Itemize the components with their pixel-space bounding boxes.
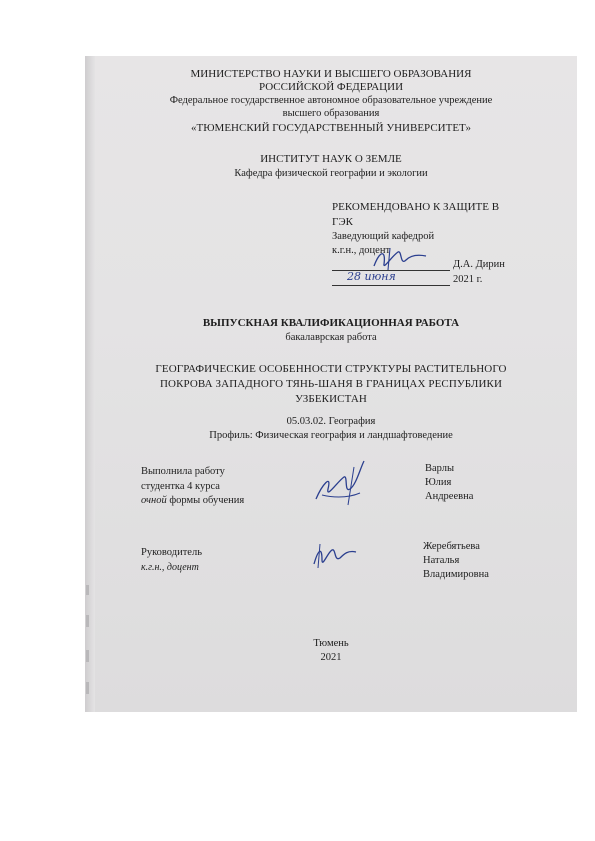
thesis-title-line-3: УЗБЕКИСТАН [295,393,367,405]
handwritten-date: 28 июня [347,270,396,283]
university-name: «ТЮМЕНСКИЙ ГОСУДАРСТВЕННЫЙ УНИВЕРСИТЕТ» [191,122,471,134]
binder-mark [86,615,89,627]
author-surname: Варлы [425,463,455,474]
author-label-line-2: студентка 4 курса [141,481,220,492]
supervisor-surname: Жеребятьева [423,541,480,552]
program-profile: Профиль: Физическая география и ландшафтоведение [209,430,453,441]
head-of-department-degree: к.г.н., доцент [332,245,391,256]
supervisor-degree: к.г.н., доцент [141,562,199,573]
author-signature [310,459,370,509]
supervisor-first-name: Наталья [423,555,460,566]
binder-mark [86,650,89,662]
author-first-name: Юлия [425,477,452,488]
author-label-line-3 [141,495,244,506]
institution-type-line-2: высшего образования [282,108,380,119]
author-label-line-1: Выполнила работу [141,466,225,477]
program-code: 05.03.02. География [286,416,376,427]
thesis-level: бакалаврская работа [285,332,377,343]
supervisor-signature [310,542,360,572]
department-name: Кафедра физической географии и экологии [234,168,428,179]
head-of-department-name: Д.А. Дирин [453,259,505,270]
author-patronymic: Андреевна [425,491,474,502]
approval-recommended-line-2: ГЭК [332,216,353,228]
binder-mark [86,682,89,694]
footer-year: 2021 [320,652,342,663]
supervisor-label: Руководитель [141,547,202,558]
binder-mark [86,585,89,595]
institute-name: ИНСТИТУТ НАУК О ЗЕМЛЕ [260,153,402,165]
study-form: очной [141,495,167,506]
title-page-photo [85,56,577,712]
institution-type-line-1: Федеральное государственное автономное образовательное учреждение [169,95,493,106]
thesis-title-line-1: ГЕОГРАФИЧЕСКИЕ ОСОБЕННОСТИ СТРУКТУРЫ РАСТИТЕЛЬНОГО [155,363,507,375]
thesis-type: ВЫПУСКНАЯ КВАЛИФИКАЦИОННАЯ РАБОТА [202,317,460,329]
head-of-department-title: Заведующий кафедрой [332,231,435,242]
approval-recommended-line-1: РЕКОМЕНДОВАНО К ЗАЩИТЕ В [332,201,500,213]
study-form-rest: формы обучения [166,495,245,506]
thesis-title-line-2: ПОКРОВА ЗАПАДНОГО ТЯНЬ-ШАНЯ В ГРАНИЦАХ РЕСПУБЛИКИ [159,378,502,390]
footer-city: Тюмень [313,638,349,649]
ministry-line-1: МИНИСТЕРСТВО НАУКИ И ВЫСШЕГО ОБРАЗОВАНИЯ [190,68,472,80]
date-line [332,285,450,286]
ministry-line-2: РОССИЙСКОЙ ФЕДЕРАЦИИ [258,81,404,93]
approval-year: 2021 г. [453,274,483,285]
supervisor-patronymic: Владимировна [423,569,489,580]
